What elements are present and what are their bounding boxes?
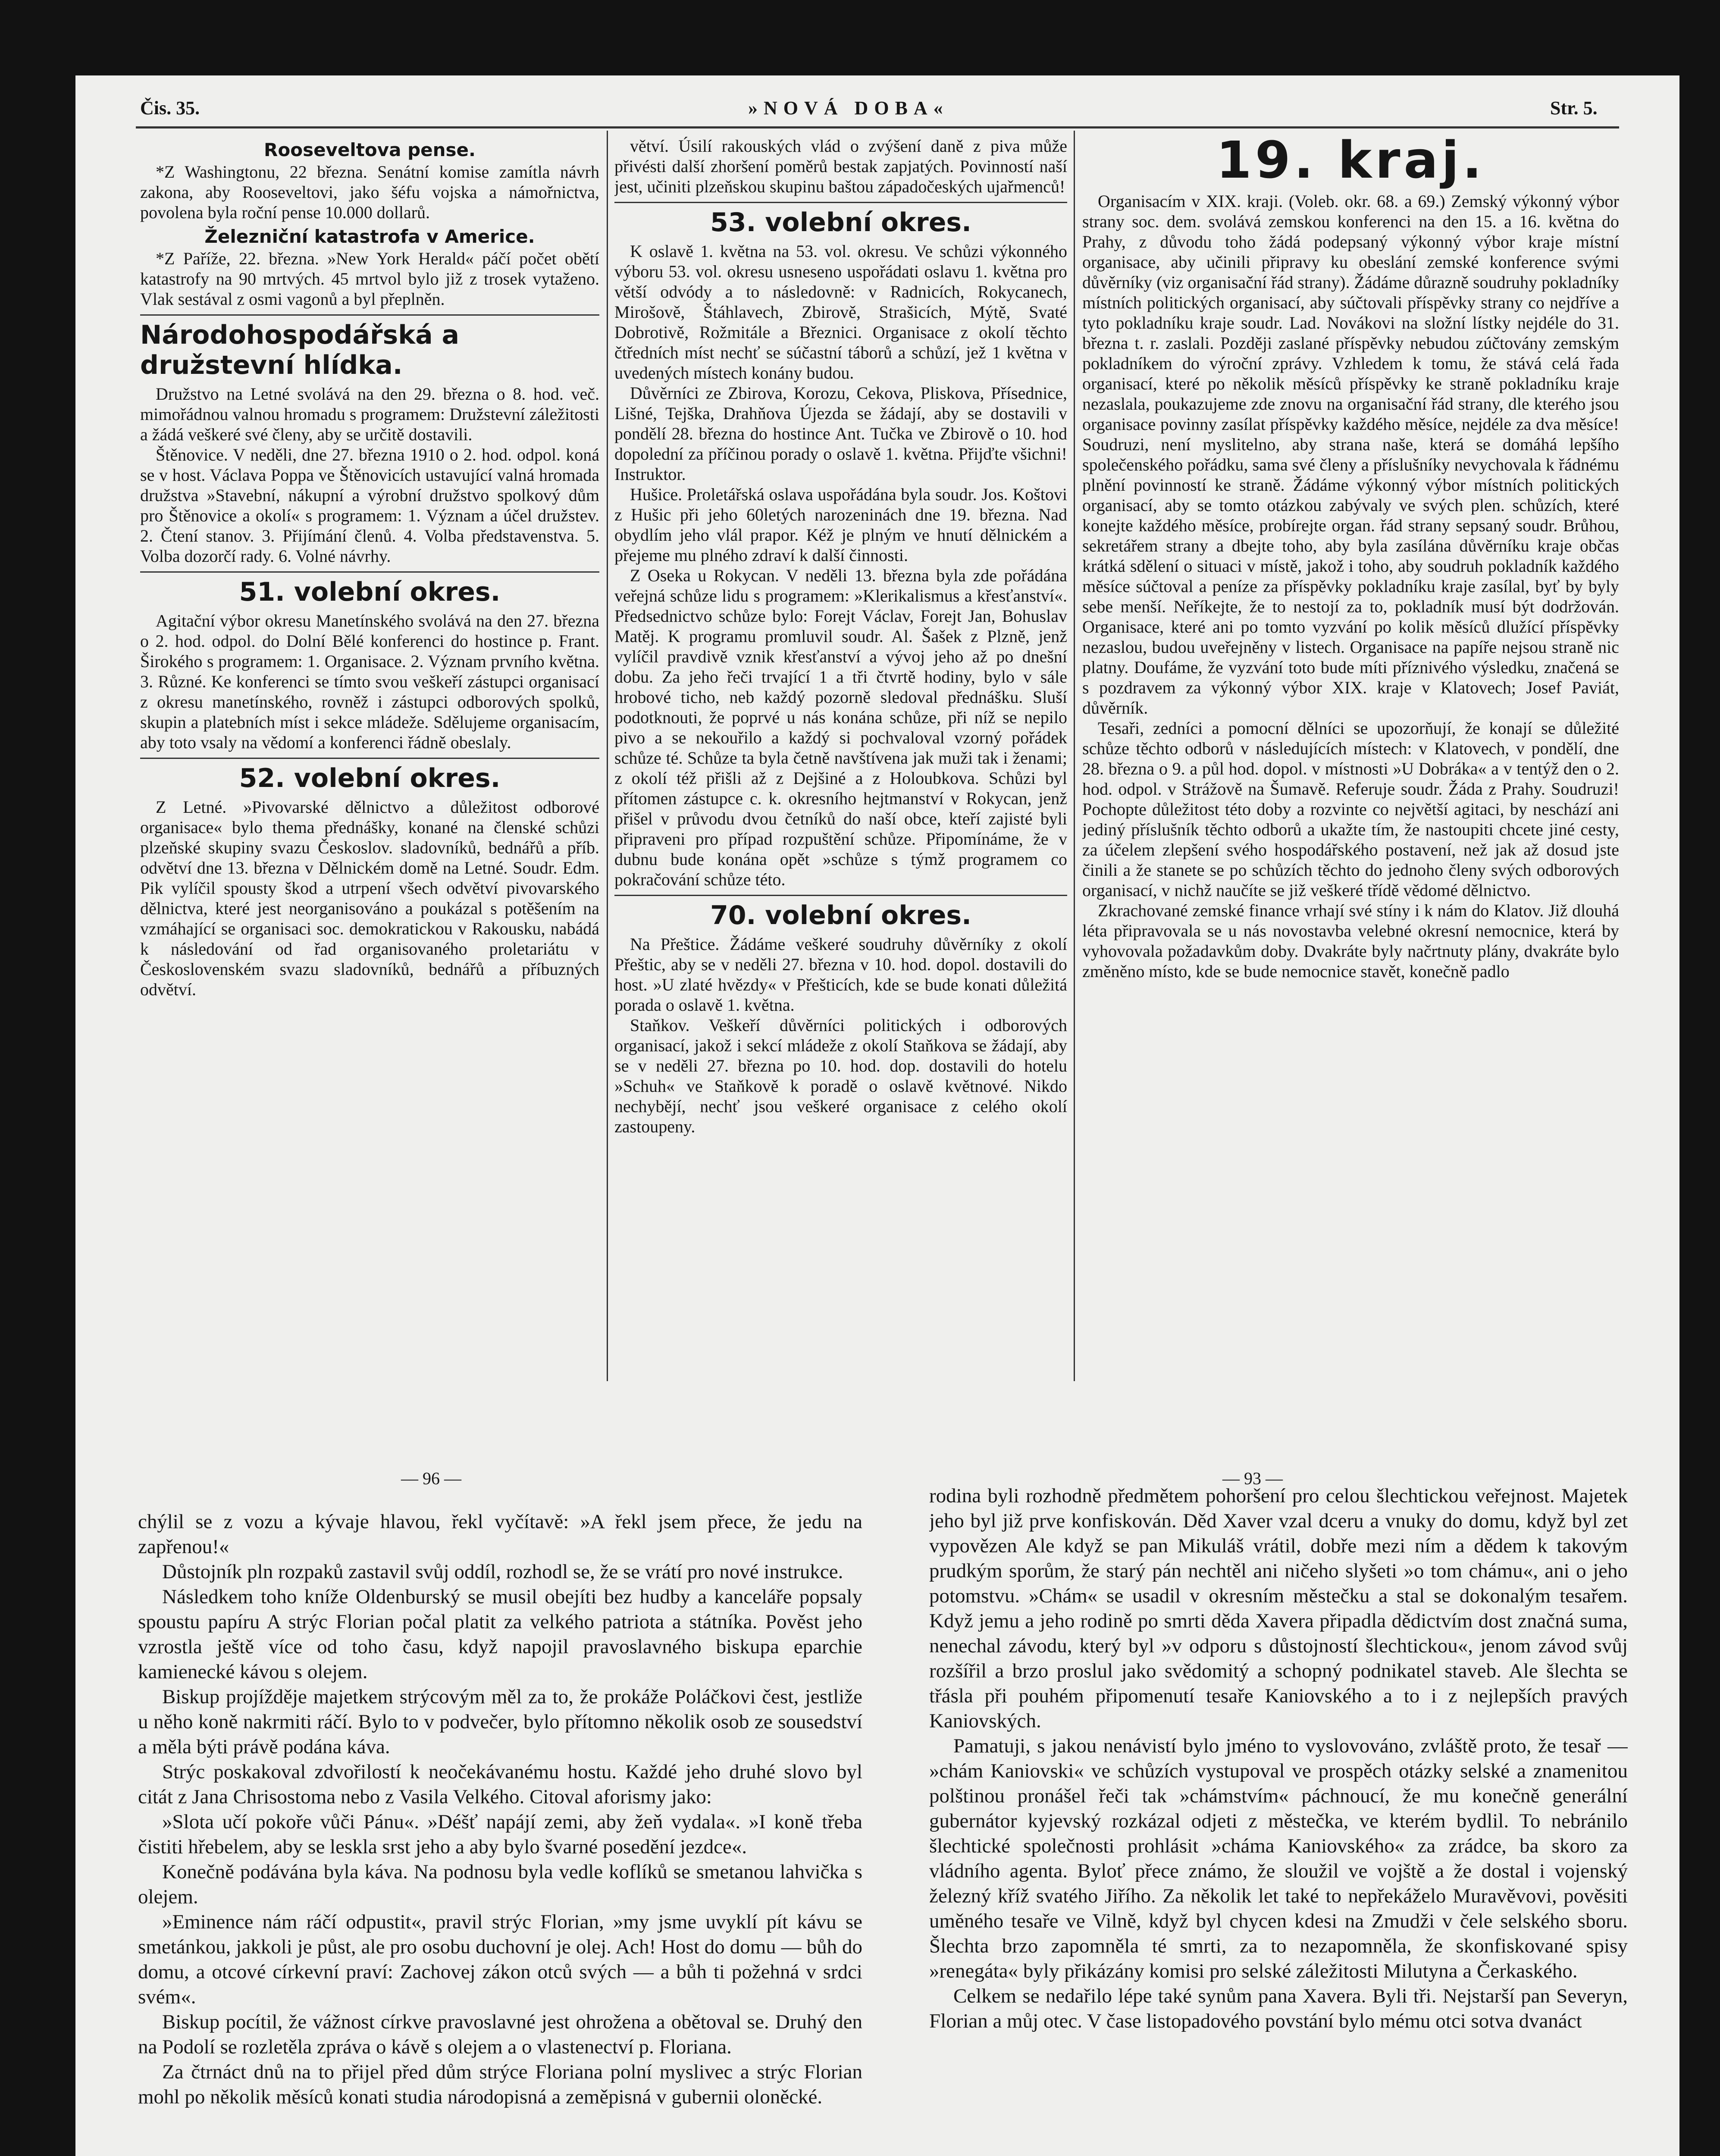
book-paragraph: Biskup pocítil, že vážnost církve pravoslavné jest ohrožena a obětoval se. Druhý den na Podolí se rozletěla zpráva o kávě s olejem a o vlastenectví p. Floriana. <box>138 2011 862 2058</box>
book-right-column <box>929 1483 1628 2156</box>
newspaper-page <box>75 75 1679 2156</box>
article-paragraph: Na Přeštice. Žádáme veškeré soudruhy důvěrníky z okolí Přeštic, aby se v neděli 27. března v 10. hod. dopol. dostavili do host. »U zlaté hvězdy« v Přešticích, kde se bude konati důležitá porada o oslavě 1. května. <box>614 934 1067 1015</box>
column-divider-right <box>1074 131 1075 1381</box>
section-rule <box>140 314 599 316</box>
article-paragraph: Zkrachované zemské finance vrhají své stíny i k nám do Klatov. Již dlouhá léta připravovala se u nás novostavba velebné okresní nemocnice, která by vyhovovala požadavkům doby. Dvakráte byly načrtnuty plány, dvakráte bylo změněno místo, kde se bude nemocnice stavět, konečně padlo <box>1082 901 1619 981</box>
page-label: Str. 5. <box>1550 97 1598 119</box>
column-divider-left <box>607 131 608 1381</box>
header-rule <box>136 126 1619 128</box>
article-paragraph: K oslavě 1. května na 53. vol. okresu. Ve schůzi výkonného výboru 53. vol. okresu usneseno uspořádati oslavu 1. května pro větší odvódy a to následovně: v Radnicích, Rokycanech, Mirošově, Štáhlavech, Zbirově, Strašicích, Mýtě, Svaté Dobrotivě, Rožmitále a Březnici. Organisace z okolí těchto čtředních míst nechť se súčastní táborů a schůzí, jež 1 května v uvedených místech konány budou. <box>614 241 1067 382</box>
section-rule <box>614 202 1067 203</box>
book-left-page-number: — 96 — <box>401 1469 461 1488</box>
book-paragraph: Za čtrnáct dnů na to přijel před dům strýce Floriana polní myslivec a strýc Florian mohl po několik měsíců konati studia národopisná a zeměpisná v gubernii oloněcké. <box>138 2061 862 2108</box>
book-paragraph: Strýc poskakoval zdvořilostí k neočekávanému hostu. Každé jeho druhé slovo byl citát z Jana Chrisostoma nebo z Vasila Velkého. Citoval aforismy jako: <box>138 1761 862 1808</box>
book-paragraph: Následkem toho kníže Oldenburský se musil obejíti bez hudby a kanceláře popsaly spoustu papíru A strýc Florian počal platit za velkého patriota a státníka. Pověst jeho vzrostla ještě více od toho času, když napojil pravoslavného biskupa eparchie kamienecké kávou s olejem. <box>138 1586 862 1683</box>
article-paragraph: Z Oseka u Rokycan. V neděli 13. března byla zde pořádána veřejná schůze lidu s programem: »Klerikalismus a křesťanství«. Předsednictvo schůze bylo: Forejt Václav, Forejt Jan, Bohuslav Matěj. K programu promluvil soudr. Al. Šašek z Plzně, jenž vylíčil pravdivě vznik křesťanství a vývoj jeho až po dnešní dobu. Za jeho řeči trvající 1 a tři čtvrtě hodiny, bylo v sále hrobové ticho, neb každý pozorně sledoval přednášku. Sluší podotknouti, že poprvé u nás konána schůze, při níž se nepilo pivo a se nekouřilo a každý si pochvaloval vzorný pořádek schůze té. Schůze ta byla četně navštívena jak muži tak i ženami; z okolí též přišli až z Dejšiné a z Holoubkova. Schůzi byl přítomen zástupce c. k. okresního hejtmanství v Rokycan, jenž přišel v průvodu dvou četníků do naší obce, kteří zajisté byli připraveni pro případ rozpuštění schůze. Připomínáme, že v dubnu bude konána opět »schůze s týmž programem co pokračování schůze této. <box>614 566 1067 889</box>
article-paragraph: Z Letné. »Pivovarské dělnictvo a důležitost odborové organisace« bylo thema přednášky, konané na členské schůzi plzeňské skupiny svazu Českoslov. sladovníků, bednářů a příb. odvětví dne 13. března v Dělnickém domě na Letné. Soudr. Edm. Pik vylíčil spousty škod a utrpení všech odvětví pivovarského dělnictva, které jest neorganisováno a poukázal s potěšením na vzmáhající se organisaci soc. demokratickou v Rakousku, nabádá k následování od řad organisovaného proletariátu v Československém svazu sladovníků, bednářů a příbuzných odvětví. <box>140 797 599 999</box>
issue-number: Čis. 35. <box>140 97 200 119</box>
section-heading: 51. volební okres. <box>239 577 501 607</box>
book-left-column <box>138 1509 862 2156</box>
article-heading: Rooseveltova pense. <box>264 139 476 160</box>
book-paragraph: Důstojník pln rozpaků zastavil svůj oddíl, rozhodl se, že se vrátí pro nové instrukce. <box>162 1561 843 1583</box>
article-paragraph: větví. Úsilí rakouských vlád o zvýšení daně z piva může přivésti další zhoršení poměrů bestak zapjatých. Povinností naší jest, učiniti plzeňskou skupinu baštou západočeských ujařmenců! <box>614 136 1067 196</box>
book-left-content <box>138 1509 862 2109</box>
news-column-2-content <box>614 136 1067 1137</box>
section-rule <box>140 758 599 759</box>
section-heading: 52. volební okres. <box>239 763 501 793</box>
news-column-1-content <box>140 139 599 1000</box>
book-right-page-number: — 93 — <box>1222 1469 1283 1488</box>
region-heading: 19. kraj. <box>1216 136 1485 190</box>
book-paragraph: Pamatuji, s jakou nenávistí bylo jméno to vyslovováno, zvláště proto, že tesař — »chám Kaniovski« ve schůzích vystupoval ve prospěch otázky selské a znamenitou polštinou pronášel řeči tak »chámstvím« páchnoucí, že mu konečně generální gubernátor kyjevský rozkázal odjeti z městečka, ve kterém bydlil. To nebránilo šlechtické společnosti prohlásit »cháma Kaniovského« za zrádce, ba skoro za vládního agenta. Byloť přece známo, že sloužil ve vojště a že dostal i vojenský železný kříž svatého Jiřího. Za několik let také to nepřekáželo Muravěvovi, pověsiti uměného tesaře ve Vilně, když byl chycen kdesi na Zmudži v čele selského sboru. Šlechta brzo zapomněla té smrti, za to nezapomněla, že skonfiskované spisy »renegáta« byly přikázány komisi pro selské záležitosti Milutyna a Čerkaského. <box>929 1735 1628 1982</box>
section-heading: 53. volební okres. <box>710 207 971 238</box>
book-paragraph: Celkem se nedařilo lépe také synům pana Xavera. Byli tři. Nejstarší pan Severyn, Florian a můj otec. V čase listopadového povstání bylo mému otci sotva dvanáct <box>929 1985 1628 2032</box>
book-right-content <box>929 1483 1628 2034</box>
article-paragraph: Hušice. Proletářská oslava uspořádána byla soudr. Jos. Koštovi z Hušic při jeho 60letých narozeninách dne 19. března. Nad obydlím jeho vlál prapor. Kéž je plným ve hnutí dělnickém a přejeme mu plného zdraví k další činnosti. <box>614 485 1067 565</box>
book-paragraph: Konečně podávána byla káva. Na podnosu byla vedle koflíků se smetanou lahvička s olejem. <box>138 1861 862 1908</box>
news-column-2 <box>614 136 1067 1386</box>
news-column-1 <box>140 136 599 1386</box>
article-paragraph: Důvěrníci ze Zbirova, Korozu, Cekova, Pliskova, Přísednice, Lišné, Tejška, Drahňova Újezda se žádají, aby se dostavili v pondělí 28. března do hostince Ant. Tučka ve Zbirově o 10. hod dopolední za příčinou porady o oslavě 1. května. Přijďte všichni! Instruktor. <box>614 383 1067 484</box>
section-heading: Národohospodářská a družstevní hlídka. <box>140 320 460 380</box>
section-heading: 70. volební okres. <box>710 900 971 931</box>
news-column-3-content <box>1082 136 1619 981</box>
newspaper-title: »NOVÁ DOBA« <box>748 97 949 119</box>
book-paragraph: rodina byli rozhodně předmětem pohoršení pro celou šlechtickou veřejnost. Majetek jeho byl již prve konfiskován. Děd Xaver vzal dceru a vnuky do domu, když byl zet vypovězen Ale když se pan Mikuláš vrátil, dobře mezi ním a dědem k takovým prudkým sporům, že starý pán nechtěl ani ničeho slyšeti »o tom chámu«, ani o jeho potomstvu. »Chám« se usadil v okresním městečku a stal se dokonalým tesařem. Když jemu a jeho rodině po smrti děda Xavera připadla dědictvím dost značná suma, nenechal závodu, který byl »v odporu s důstojností šlechtickou«, jenom závod svůj rozšířil a brzo proslul jako svědomitý a schopný podnikatel staveb. Ale šlechta se třásla při pouhém připomenutí tesaře Kaniovského a to i z nejlepších pravých Kaniovských. <box>929 1485 1628 1732</box>
news-column-3 <box>1082 136 1619 1386</box>
section-rule <box>140 571 599 573</box>
article-paragraph: Organisacím v XIX. kraji. (Voleb. okr. 68. a 69.) Zemský výkonný výbor strany soc. dem. svolává zemskou konferenci na den 15. a 16. května do Prahy, z důvodu toho žádá podepsaný výkonný výbor kraje místní organisace, aby učinili připravy ku obeslání zemské konference svými důvěrníky (viz organisační řád strany). Žádáme důrazně soudruhy pokladníky místních politických organisací, aby súčtovali příspěvky strany co nejdříve a tyto pokladníku kraje soudr. Lad. Novákovi na složní lístky nejdéle do 31. března t. r. zaslali. Později zaslané příspěvky nebudou zúčtovány zemským pokladníkem do výroční zprávy. Vzhledem k tomu, že stává celá řada organisací, které po několik měsíců příspěvky ke straně pokladníku kraje nezaslala, poukazujeme zde znovu na organisační řád strany, dle kterého jsou organisace povinny zasílat příspěvky každého měsíce, nejdéle za dva měsíce! Soudruzi, není myslitelno, aby strana naše, která se domáhá lepšího společenského pořádku, sama své členy a příslušníky nevychovala k řádnému plnění povinností ke straně. Žádáme výkonný výbor místních politických organisací, aby se tomto otázkou zabývaly ve svých plen. schůzích, které konejte každého měsíce, probírejte organ. řád strany sepsaný soudr. Brůhou, sekretářem strany a dbejte toho, aby byla zasílána důvěrníku kraje občas krátká sdělení o situaci v místě, jakož i toho, aby soudruh pokladník každého měsíce súčtoval a peníze za příspěvky pokladníku kraje zasílal, byť by byly sebe menší. Neříkejte, že to nestojí za to, pokladník musí být dodržován. Organisace, které ani po tomto vyzvání po kolik měsíců dlužící příspěvky nezaslou, budou uveřejněny v listech. Organisace na papíře nejsou straně nic platny. Doufáme, že vyzvání toto bude míti příznivého výsledku, značená se s pozdravem za výkonný výbor XIX. kraje v Klatovech; Josef Paviát, důvěrník. <box>1082 191 1619 718</box>
article-heading: Železniční katastrofa v Americe. <box>204 226 535 247</box>
book-paragraph: »Slota učí pokoře vůči Pánu«. »Déšť napájí zemi, aby žeň vydala«. »I koně třeba čistiti hřebelem, aby se leskla srst jeho a aby bylo švarné posedění jezdce«. <box>138 1811 862 1858</box>
book-paragraph: chýlil se z vozu a kývaje hlavou, řekl vyčítavě: »A řekl jsem přece, že jedu na zapřenou!« <box>138 1510 862 1558</box>
section-rule <box>614 895 1067 896</box>
article-paragraph: Štěnovice. V neděli, dne 27. března 1910 o 2. hod. odpol. koná se v host. Václava Poppa ve Štěnovicích ustavující valná hromada družstva »Stavební, nákupní a výrobní družstvo spolkový dům pro Štěnovice a okolí« s programem: 1. Význam a účel družstev. 2. Čtení stanov. 3. Přijímání členů. 4. Volba představenstva. 5. Volba dozorčí rady. 6. Volné návrhy. <box>140 445 599 566</box>
article-paragraph: Staňkov. Veškeří důvěrníci politických i odborových organisací, jakož i sekcí mládeže z okolí Staňkova se žádají, aby se v neděli 27. března po 10. hod. dop. dostavili do hotelu »Schuh« ve Staňkově k poradě o oslavě květnové. Nikdo nechybějí, nechť jsou veškeré organisace z celého okolí zastoupeny. <box>614 1015 1067 1136</box>
article-paragraph: Agitační výbor okresu Manetínského svolává na den 27. března o 2. hod. odpol. do Dolní Bělé konferenci do hostince p. Frant. Širokého s programem: 1. Organisace. 2. Význam prvního května. 3. Různé. Ke konferenci se tímto svou veškeří zástupci organisací z okresu manetínského, rovněž i zástupci odborových spolků, skupin a platebních míst i sekce mládeže. Sdělujeme organisacím, aby toto vsaly na vědomí a konferenci řádně obeslaly. <box>140 611 599 752</box>
article-paragraph: Tesaři, zedníci a pomocní dělníci se upozorňují, že konají se důležité schůze těchto odborů v následujících místech: v Klatovech, v pondělí, dne 28. března o 9. a půl hod. dopol. v místnosti »U Dobráka« a v tentýž den o 2. hod. odpol. v Strážově na Šumavě. Referuje soudr. Žáda z Prahy. Soudruzi! Pochopte důležitost této doby a rozvinte co největší agitaci, by neschází ani jediný příslušník těchto odborů a ukažte tím, že nastoupiti chcete jiné cesty, za účelem zlepšení svého hospodářského postavení, než jak až dosud jste činili a že stanete se po schůzích těchto do jednoho členy svých odborových organisací, v nichž naučíte se již veškeré třídě vědomé dělnictvo. <box>1082 718 1619 900</box>
book-paragraph: Biskup projížděje majetkem strýcovým měl za to, že prokáže Poláčkovi čest, jestliže u něho koně nakrmiti ráčí. Bylo to v podvečer, bylo přítomno několik osob ze sousedství a měla býti právě podána káva. <box>138 1686 862 1758</box>
article-paragraph: Družstvo na Letné svolává na den 29. března o 8. hod. več. mimořádnou valnou hromadu s programem: Družstevní záležitosti a žádá veškeré své členy, aby se určitě dostavili. <box>140 384 599 444</box>
book-paragraph: »Eminence nám ráčí odpustit«, pravil strýc Florian, »my jsme uvyklí pít kávu se smetánkou, jakkoli je půst, ale pro osobu duchovní je olej. Ach! Host do domu — bůh do domu, a otcové církevní praví: Zachovej zákon otců svých — a bůh ti požehná v srdci svém«. <box>138 1911 862 2008</box>
article-paragraph: *Z Paříže, 22. března. »New York Herald« páčí počet obětí katastrofy na 90 mrtvých. 45 mrtvol bylo již z trosek vytaženo. Vlak sestával z osmi vagonů a byl přeplněn. <box>140 249 599 309</box>
article-paragraph: *Z Washingtonu, 22 března. Senátní komise zamítla návrh zakona, aby Rooseveltovi, jako šéfu vojska a námořnictva, povolena byla roční pense 10.000 dollarů. <box>140 162 599 222</box>
